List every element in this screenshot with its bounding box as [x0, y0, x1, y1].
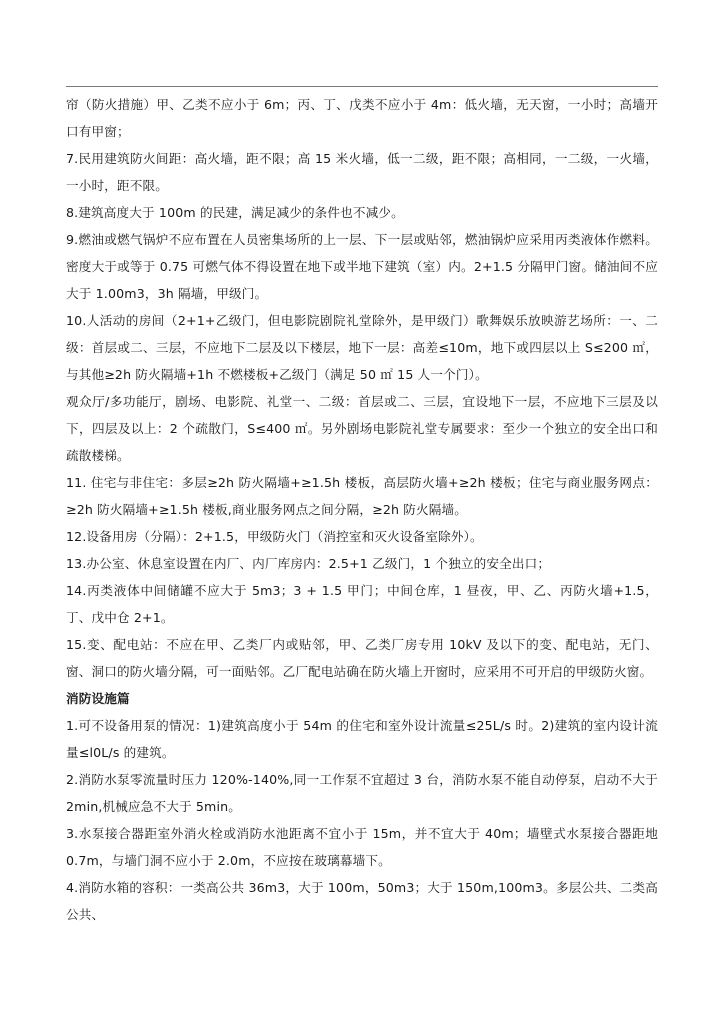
paragraph: 帘（防火措施）甲、乙类不应小于 6m；丙、丁、戊类不应小于 4m：低火墙，无天窗，一小时；高墙开口有甲窗； — [66, 97, 658, 139]
document-body — [66, 91, 658, 928]
paragraph: 8.建筑高度大于 100m 的民建，满足减少的条件也不减少。 — [66, 205, 404, 220]
paragraph: 7.民用建筑防火间距：高火墙，距不限；高 15 米火墙，低一二级，距不限；高相同，一二级，一火墙，一小时，距不限。 — [66, 151, 658, 193]
paragraph: 2.消防水泵零流量时压力 120%-140%,同一工作泵不宜超过 3 台，消防水泵不能自动停泵，启动不大于 2min,机械应急不大于 5min。 — [66, 772, 658, 814]
paragraph: 10.人活动的房间（2+1+乙级门，但电影院剧院礼堂除外，是甲级门）歌舞娱乐放映游艺场所：一、二级：首层或二、三层，不应地下二层及以下楼层，地下一层：高差≤10m，地下或四层以上 S≤200 ㎡，与其他≥2h 防火隔墙+1h 不燃楼板+乙级门（满足 50 ㎡ 15 人一个门）。 — [66, 313, 658, 382]
paragraph: 14.丙类液体中间储罐不应大于 5m3；3 + 1.5 甲门；中间仓库，1 昼夜，甲、乙、丙防火墙+1.5，丁、戊中仓 2+1。 — [66, 583, 658, 625]
paragraph: 4.消防水箱的容积：一类高公共 36m3，大于 100m，50m3；大于 150m,100m3。多层公共、二类高公共、 — [66, 880, 658, 922]
paragraph: 3.水泵接合器距室外消火栓或消防水池距离不宜小于 15m，并不宜大于 40m；墙壁式水泵接合器距地 0.7m，与墙门洞不应小于 2.0m，不应按在玻璃幕墙下。 — [66, 826, 658, 868]
paragraph: 11. 住宅与非住宅：多层≥2h 防火隔墙+≥1.5h 楼板，高层防火墙+≥2h 楼板；住宅与商业服务网点：≥2h 防火隔墙+≥1.5h 楼板,商业服务网点之间分隔，≥2h 防火隔墙。 — [66, 475, 658, 517]
header-rule — [66, 86, 658, 87]
paragraph: 9.燃油或燃气锅炉不应布置在人员密集场所的上一层、下一层或贴邻，燃油锅炉应采用丙类液体作燃料。密度大于或等于 0.75 可燃气体不得设置在地下或半地下建筑（室）内。2+1.5 分隔甲门窗。储油间不应大于 1.00m3，3h 隔墙，甲级门。 — [66, 232, 658, 301]
paragraph: 13.办公室、休息室设置在内厂、内厂库房内：2.5+1 乙级门，1 个独立的安全出口； — [66, 556, 551, 571]
section-heading: 消防设施篇 — [66, 691, 130, 706]
paragraph: 1.可不设备用泵的情况：1)建筑高度小于 54m 的住宅和室外设计流量≤25L/s 时。2)建筑的室内设计流量≤l0L/s 的建筑。 — [66, 718, 658, 760]
paragraph: 12.设备用房（分隔）：2+1.5，甲级防火门（消控室和灭火设备室除外）。 — [66, 529, 483, 544]
paragraph: 观众厅/多功能厅，剧场、电影院、礼堂一、二级：首层或二、三层，宜设地下一层，不应地下三层及以下，四层及以上：2 个疏散门，S≤400 ㎡。另外剧场电影院礼堂专属要求：至少一个独立的安全出口和疏散楼梯。 — [66, 394, 658, 463]
paragraph: 15.变、配电站：不应在甲、乙类厂内或贴邻，甲、乙类厂房专用 10kV 及以下的变、配电站，无门、窗、洞口的防火墙分隔，可一面贴邻。乙厂配电站确在防火墙上开窗时，应采用不可开启的甲级防火窗。 — [66, 637, 658, 679]
